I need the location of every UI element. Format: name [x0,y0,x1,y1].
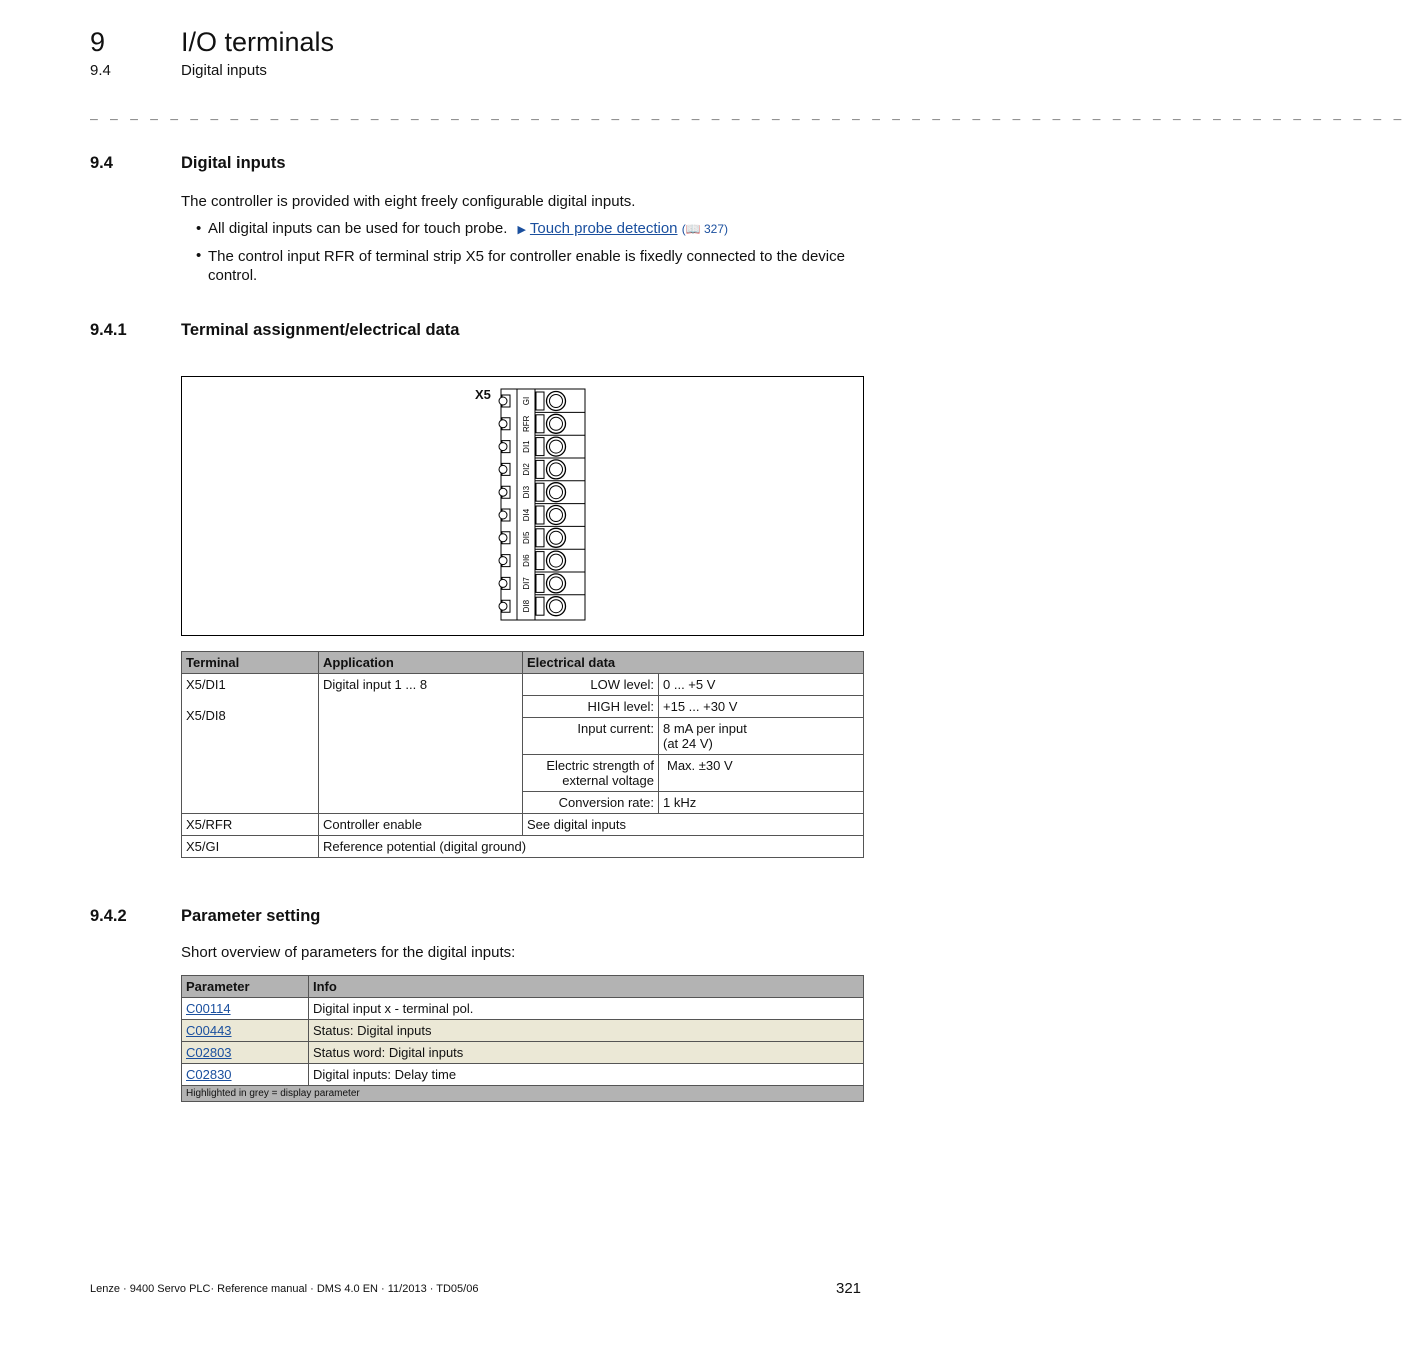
table-row [182,998,864,1020]
bullet-marker: • [196,247,202,264]
elec-value: 0 ... +5 V [659,674,864,696]
sub1-number: 9.4.1 [90,321,127,339]
pin-label: RFR [522,415,531,433]
elec-value-line2: (at 24 V) [663,736,713,751]
pin-label: GI [522,396,531,406]
terminal-table [181,651,864,858]
parameter-link[interactable]: C02830 [186,1067,232,1082]
elec-label: Conversion rate: [523,792,659,814]
arrow-right-icon: ▶ [517,224,526,236]
col-header-application: Application [319,652,523,674]
page-ref-number: 327 [703,222,725,236]
footer-text: Lenze · 9400 Servo PLC· Reference manual · DMS 4.0 EN · 11/2013 · TD05/06 [90,1283,479,1295]
section-intro: The controller is provided with eight freely configurable digital inputs. [181,193,636,210]
bullet-text: All digital inputs can be used for touch probe. [208,220,508,237]
header-section-number: 9.4 [90,62,111,79]
touch-probe-link[interactable]: Touch probe detection [529,220,678,237]
elec-label-line1: Electric strength of [546,758,654,773]
application-cell-gi: Reference potential (digital ground) [319,836,864,858]
pin-label: DI1 [522,440,531,453]
elec-value [659,718,864,755]
col-header-info: Info [309,976,864,998]
elec-value: Max. ±30 V [659,755,864,792]
parameter-info: Status: Digital inputs [309,1020,864,1042]
sub1-title: Terminal assignment/electrical data [181,321,460,339]
elec-value: 1 kHz [659,792,864,814]
terminal-last: X5/DI8 [186,708,226,723]
table-note: Highlighted in grey = display parameter [182,1086,864,1102]
section-title: Digital inputs [181,154,286,172]
chapter-number: 9 [90,27,106,57]
sub2-title: Parameter setting [181,907,321,925]
pin-label: DI4 [522,508,531,522]
parameter-link[interactable]: C00443 [186,1023,232,1038]
sub2-number: 9.4.2 [90,907,127,925]
elec-value-line1: 8 mA per input [663,721,747,736]
elec-label-line2: external voltage [562,773,654,788]
elec-label: HIGH level: [523,696,659,718]
terminal-strip-icon [498,387,590,623]
parameter-info: Digital inputs: Delay time [309,1064,864,1086]
pin-label: DI5 [522,531,531,545]
bullet-marker: • [196,220,202,237]
connector-label: X5 [475,387,491,402]
elec-label: Input current: [523,718,659,755]
col-header-electrical: Electrical data [523,652,864,674]
elec-value: +15 ... +30 V [659,696,864,718]
terminal-first: X5/DI1 [186,677,226,692]
pin-label: DI2 [522,463,531,476]
page-ref[interactable]: (📖 327) [681,222,729,236]
pin-label: DI8 [522,599,531,613]
table-row [182,1042,864,1064]
parameter-info: Digital input x - terminal pol. [309,998,864,1020]
electrical-cell-rfr: See digital inputs [523,814,864,836]
bullet-touch-probe [208,220,728,237]
col-header-terminal: Terminal [182,652,319,674]
pin-label: DI6 [522,554,531,567]
section-number: 9.4 [90,154,113,172]
separator-line: _ _ _ _ _ _ _ _ _ _ _ _ _ _ _ _ _ _ _ _ _ _ _ _ _ _ _ _ _ _ _ _ _ _ _ _ _ _ _ _ _ _ _ _ _ _ _ _ _ _ _ _ _ _ _ _ _ _ _ _ _ _ _ _ _ _ [90,106,1404,121]
parameter-table [181,975,864,1102]
header-section-title: Digital inputs [181,62,267,79]
book-icon: 📖 [685,222,701,236]
terminal-cell-rfr: X5/RFR [182,814,319,836]
chapter-title: I/O terminals [181,27,335,57]
parameter-info: Status word: Digital inputs [309,1042,864,1064]
pin-label: DI3 [522,485,531,499]
elec-label [523,755,659,792]
application-cell-rfr: Controller enable [319,814,523,836]
parameter-link[interactable]: C02803 [186,1045,232,1060]
bullet-rfr: The control input RFR of terminal strip X5 for controller enable is fixedly connected to the device control. [208,248,845,284]
parameter-link[interactable]: C00114 [186,1001,231,1016]
terminal-diagram [181,376,864,636]
page-number: 321 [836,1280,862,1297]
application-cell-di: Digital input 1 ... 8 [319,674,523,814]
terminal-cell-di [182,674,319,814]
terminal-cell-gi: X5/GI [182,836,319,858]
sub2-intro: Short overview of parameters for the digital inputs: [181,944,516,961]
pin-label: DI7 [522,577,531,590]
col-header-parameter: Parameter [182,976,309,998]
elec-label: LOW level: [523,674,659,696]
table-row [182,1064,864,1086]
table-row [182,1020,864,1042]
